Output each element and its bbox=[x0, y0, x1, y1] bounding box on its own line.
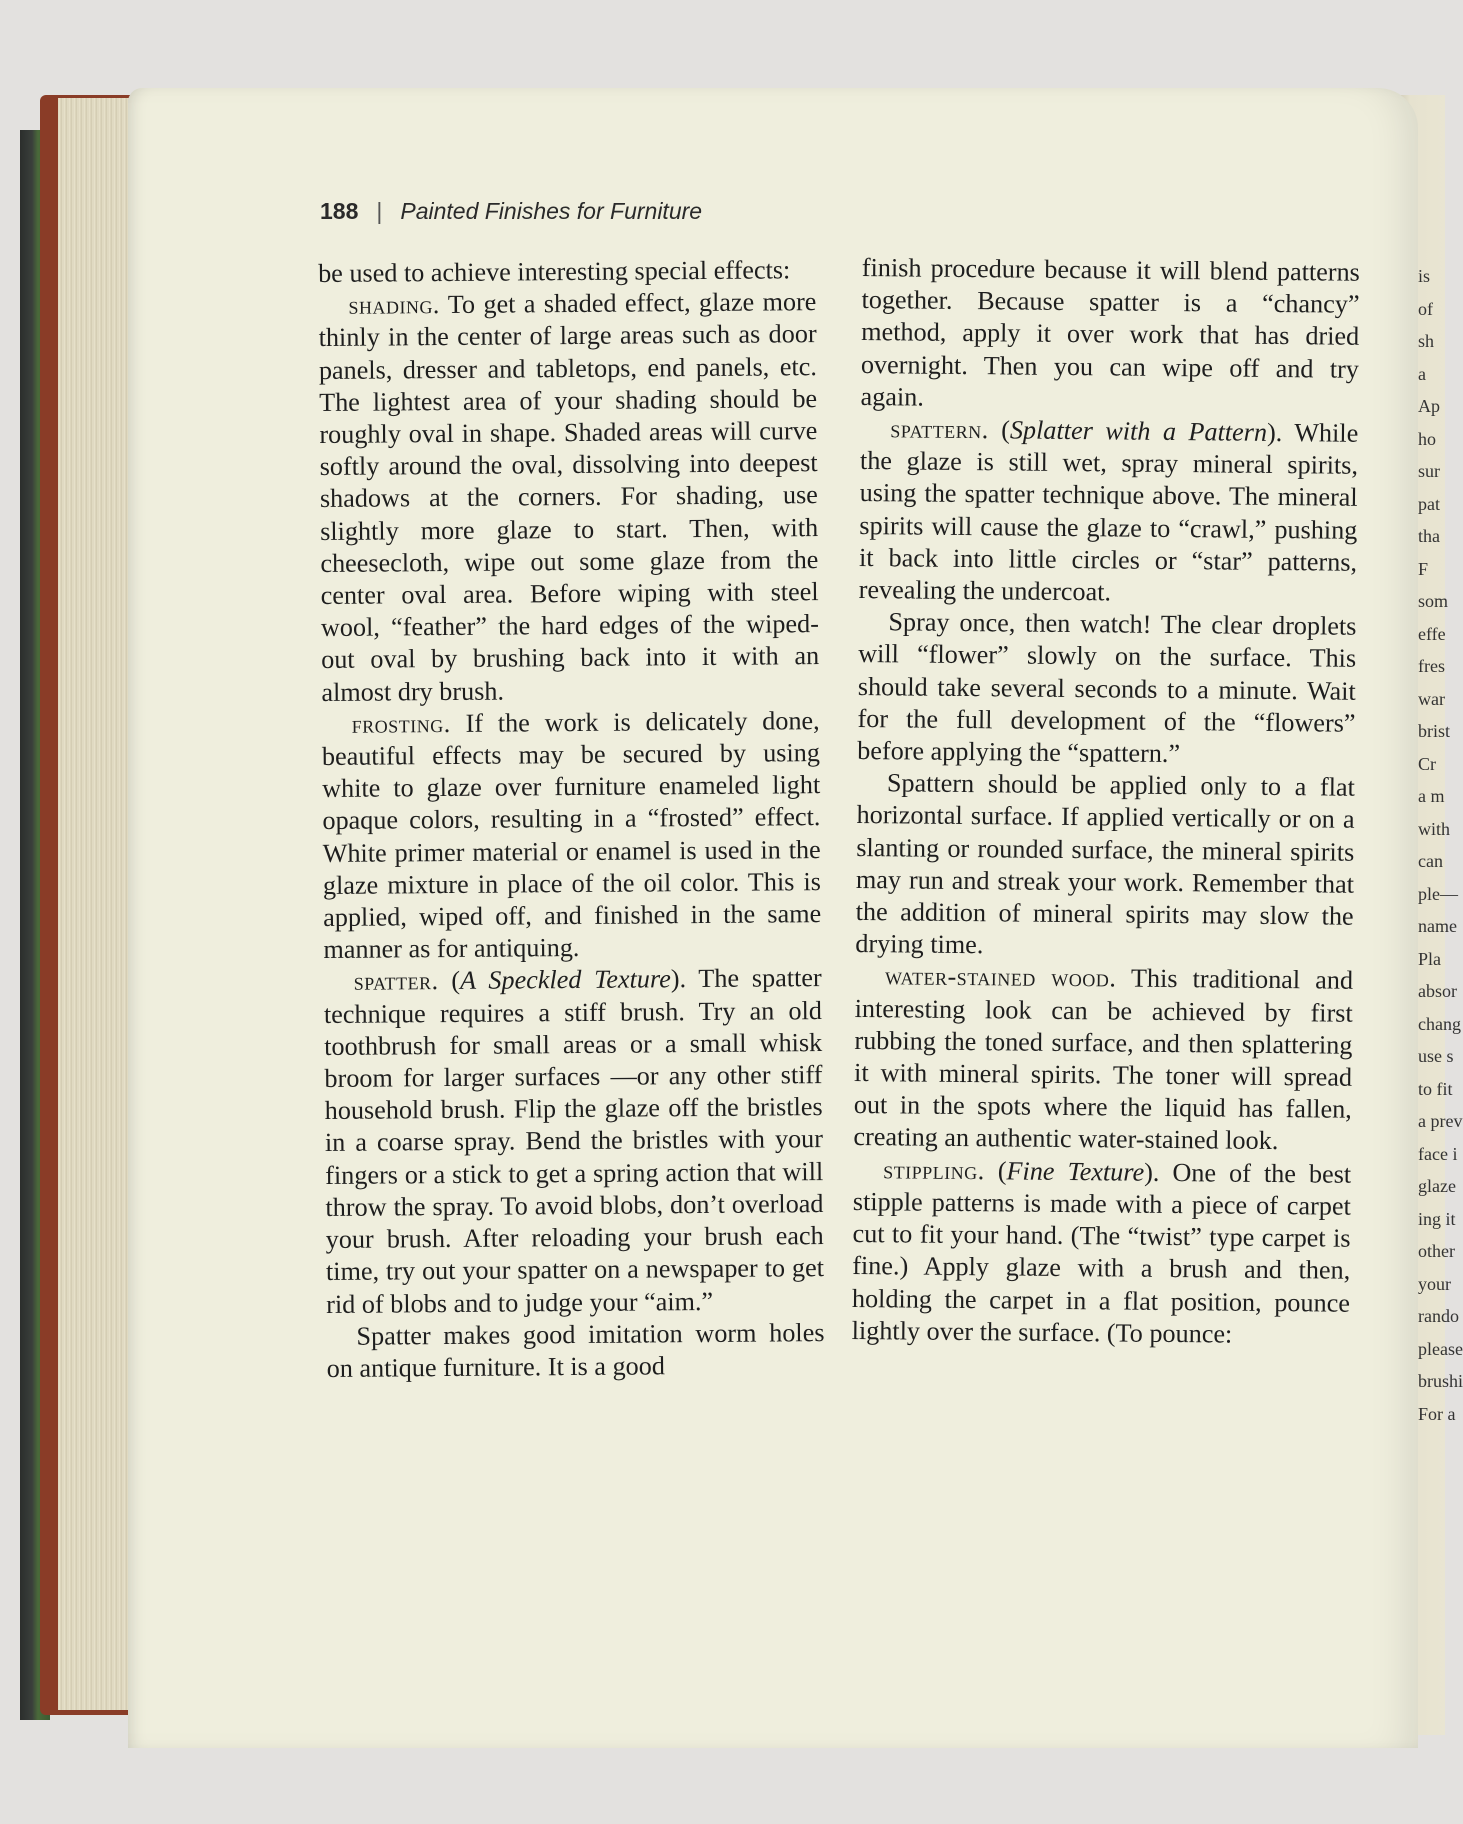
paragraph-text: finish procedure because it will blend patterns together. Because spatter is a “chancy” method, apply it over work that has dried overnight. Then you can wipe off and try again. bbox=[860, 252, 1360, 412]
facing-page-fragment: brist bbox=[1418, 721, 1451, 741]
facing-page-fragment: Ap bbox=[1418, 396, 1440, 416]
facing-page-fragment: to fit bbox=[1418, 1078, 1453, 1099]
facing-page-fragment: rando bbox=[1418, 1306, 1459, 1326]
paragraph-water-stained bbox=[853, 960, 1353, 1158]
paragraph-text: This traditional and interesting look can be achieved by first rubbing the toned surface, and then splattering it with mineral spirits. The toner will spread out in the spots where the liquid has fallen, creating an authentic water-stained look. bbox=[853, 963, 1354, 1156]
paragraph-text: To get a shaded effect, glaze more thinly in the center of large areas such as door panels, dresser and tabletops, end panels, etc. The lightest area of your shading should be roughly oval in shape. Shaded areas will curve softly around the oval, dissolving into deepest shadows at the corners. For shading, use slightly more glaze to start. Then, with cheesecloth, wipe out some glaze from the center oval area. Before wiping with steel wool, “feather” the hard edges of the wiped-out oval by brushing back into it with an almost dry brush. bbox=[318, 287, 820, 707]
paragraph-text: Spatter makes good imitation worm holes on antique furniture. It is a good bbox=[326, 1317, 825, 1383]
page-number: 188 bbox=[320, 198, 359, 224]
paragraph bbox=[857, 606, 1357, 772]
facing-page-fragment: ple— bbox=[1418, 883, 1458, 904]
paragraph bbox=[318, 254, 816, 290]
paragraph-text: Spattern should be applied only to a flat horizontal surface. If applied vertically or on a slanting or rounded surface, the mineral spirits may run and streak your work. Remember that the addition of mineral spirits may slow the drying time. bbox=[855, 768, 1356, 960]
facing-page-fragment: your bbox=[1418, 1273, 1451, 1294]
facing-page-fragment: of bbox=[1418, 298, 1433, 319]
facing-page-fragment: war bbox=[1418, 688, 1445, 709]
section-head-shading: shading. bbox=[348, 290, 441, 320]
facing-page-fragment: use s bbox=[1418, 1046, 1454, 1066]
facing-page-fragment: a m bbox=[1418, 786, 1445, 806]
section-subtitle: Fine Texture bbox=[1006, 1156, 1145, 1187]
facing-page-fragment: please bbox=[1418, 1338, 1463, 1359]
facing-page-fragment: sh bbox=[1418, 331, 1435, 351]
facing-page-fragment: glaze bbox=[1418, 1176, 1456, 1196]
section-head-frosting: frosting. bbox=[351, 708, 451, 739]
running-header bbox=[320, 198, 702, 225]
paren: ( bbox=[984, 1155, 1007, 1186]
section-head-water-stained: water-stained wood. bbox=[884, 961, 1117, 993]
facing-page-fragment: som bbox=[1418, 591, 1449, 611]
facing-page-fragment: Cr bbox=[1418, 753, 1436, 774]
facing-page-fragment: ho bbox=[1418, 428, 1436, 449]
paragraph-text: One of the best stipple patterns is made with a piece of carpet cut to fit your hand. (The “twist” type carpet is fine.) Apply glaze with a brush and then, holding the carpet in a flat position, pounce lightly over the surface. (To pounce: bbox=[851, 1157, 1352, 1349]
facing-page-fragment: face i bbox=[1418, 1143, 1458, 1164]
paragraph bbox=[860, 252, 1360, 418]
paragraph-spattern bbox=[859, 413, 1359, 611]
facing-page-fragment: chang bbox=[1418, 1013, 1461, 1034]
facing-page-fragment: is bbox=[1418, 266, 1431, 286]
section-subtitle: A Speckled Texture bbox=[459, 964, 671, 996]
facing-page-fragment: with bbox=[1418, 818, 1451, 839]
section-head-spatter: spatter. bbox=[353, 966, 439, 997]
section-subtitle: Splatter with a Pattern bbox=[1009, 415, 1268, 447]
facing-page-fragment: a prev bbox=[1418, 1111, 1463, 1131]
paragraph-spatter bbox=[324, 963, 825, 1321]
running-title: Painted Finishes for Furniture bbox=[400, 198, 703, 224]
right-column bbox=[851, 252, 1359, 1352]
paren: ). bbox=[670, 964, 687, 994]
facing-page-fragment: effe bbox=[1418, 623, 1446, 644]
facing-page-fragment: pat bbox=[1418, 493, 1440, 514]
facing-page-fragment: Pla bbox=[1418, 948, 1442, 969]
paragraph bbox=[326, 1317, 824, 1385]
paragraph-text: be used to achieve interesting special effects: bbox=[318, 255, 791, 288]
header-separator: | bbox=[376, 198, 383, 224]
facing-page-fragment: name bbox=[1418, 916, 1457, 936]
paren: ). bbox=[1144, 1157, 1160, 1187]
paren: ( bbox=[438, 966, 461, 996]
paragraph-text: If the work is delicately done, beautiful effects may be secured by using white to glaze over furniture enameled light opaque colors, resulting in a “frosted” effect. White primer material or enamel is used in the glaze mixture in place of the oil color. This is applied, wiped off, and finished in the same manner as for antiquing. bbox=[321, 705, 822, 965]
facing-page-fragment: can bbox=[1418, 851, 1443, 871]
facing-page-fragment: sur bbox=[1418, 461, 1440, 481]
paragraph-text: Spray once, then watch! The clear droplets will “flower” slowly on the surface. This should take several seconds to a minute. Wait for the full development of the “flowers” before applying the “spattern.” bbox=[857, 607, 1357, 769]
paren: ). bbox=[1266, 417, 1283, 448]
section-head-stippling: stippling. bbox=[883, 1154, 985, 1185]
facing-page-fragment: brushi bbox=[1418, 1371, 1463, 1391]
section-head-spattern: spattern. bbox=[890, 414, 989, 445]
paragraph-text: The spatter technique requires a stiff brush. Try an old toothbrush for small areas or a small whisk broom for larger surfaces —or any other stiff household brush. Flip the glaze off the bristles in a coarse spray. Bend the bristles with your fingers or a stick to get a spring action that will throw the spray. To avoid blobs, don’t overload your brush. After reloading your brush each time, try out your spatter on a newspaper to get rid of blobs and to judge your “aim.” bbox=[323, 963, 825, 1319]
left-column bbox=[318, 254, 825, 1385]
facing-page-fragment: a bbox=[1418, 363, 1426, 384]
facing-page-text bbox=[1418, 260, 1463, 1590]
facing-page-fragment: other bbox=[1418, 1241, 1455, 1261]
paragraph-shading bbox=[318, 286, 819, 709]
facing-page-fragment: fres bbox=[1418, 656, 1445, 676]
facing-page-fragment: ing it bbox=[1418, 1208, 1456, 1229]
paragraph-stippling bbox=[851, 1154, 1351, 1352]
paren: ( bbox=[988, 415, 1011, 445]
paragraph bbox=[855, 767, 1355, 965]
paragraph-text: While the glaze is still wet, spray mineral spirits, using the spatter technique above. The mineral spirits will cause the glaze to “crawl,” pushing it back into little circles or “star” patterns, revealing the undercoat. bbox=[858, 418, 1359, 607]
facing-page-fragment: For a bbox=[1418, 1403, 1456, 1424]
facing-page-fragment: absor bbox=[1418, 981, 1457, 1001]
facing-page-fragment: F bbox=[1418, 558, 1429, 579]
facing-page-fragment: tha bbox=[1418, 526, 1440, 546]
paragraph-frosting bbox=[322, 705, 822, 967]
